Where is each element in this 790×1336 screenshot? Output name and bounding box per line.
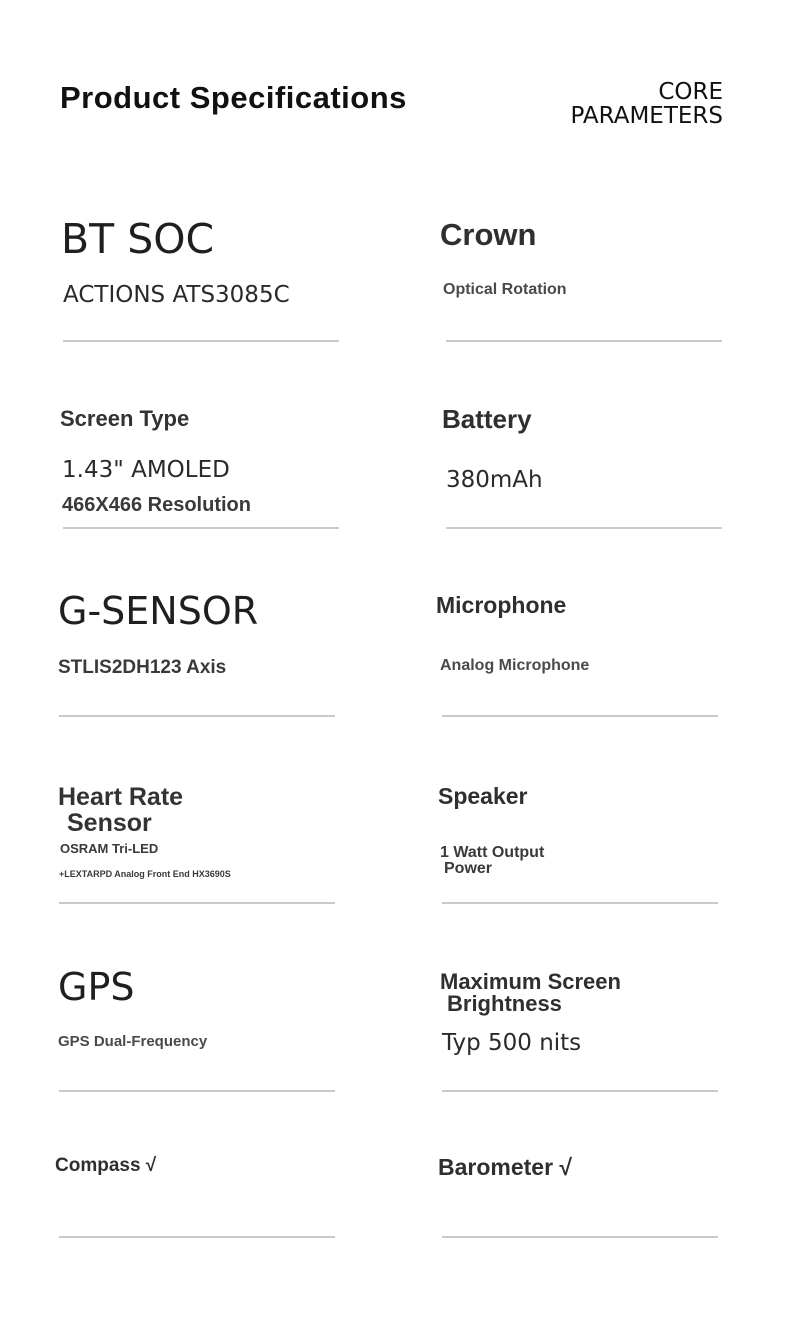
gps-label: GPS <box>58 965 135 1009</box>
heart-rate-label-line2: Sensor <box>67 809 152 837</box>
divider <box>59 1236 335 1238</box>
screen-type-value: 1.43" AMOLED <box>62 457 230 483</box>
battery-label: Battery <box>442 404 532 434</box>
page-title: Product Specifications <box>60 80 407 115</box>
heart-rate-detail: +LEXTARPD Analog Front End HX3690S <box>59 869 231 879</box>
heart-rate-label-line1: Heart Rate <box>58 783 184 811</box>
divider <box>63 340 339 342</box>
divider <box>442 1236 718 1238</box>
speaker-value-line2: Power <box>444 860 493 877</box>
microphone-value: Analog Microphone <box>440 657 590 674</box>
bt-soc-label: BT SOC <box>61 215 215 263</box>
brightness-label-line2: Brightness <box>447 991 562 1016</box>
speaker-value <box>440 845 544 877</box>
divider <box>59 902 335 904</box>
core-parameters-badge <box>560 80 723 128</box>
speaker-label: Speaker <box>438 783 528 809</box>
divider <box>59 715 335 717</box>
divider <box>59 1090 335 1092</box>
divider <box>442 1090 718 1092</box>
compass-label: Compass √ <box>55 1155 157 1176</box>
barometer-label: Barometer √ <box>438 1154 573 1180</box>
divider <box>442 715 718 717</box>
crown-label: Crown <box>440 217 537 252</box>
brightness-label-line1: Maximum Screen <box>440 969 621 994</box>
divider <box>442 902 718 904</box>
g-sensor-label: G-SENSOR <box>58 589 259 633</box>
core-parameters-line1: CORE <box>658 79 723 105</box>
divider <box>446 340 722 342</box>
divider <box>446 527 722 529</box>
heart-rate-value: OSRAM Tri-LED <box>60 841 159 856</box>
heart-rate-label <box>58 784 183 836</box>
g-sensor-value: STLIS2DH123 Axis <box>58 657 227 678</box>
core-parameters-line2: PARAMETERS <box>570 103 723 129</box>
brightness-value: Typ 500 nits <box>442 1030 582 1056</box>
battery-value: 380mAh <box>446 467 543 493</box>
speaker-value-line1: 1 Watt Output <box>440 844 545 861</box>
gps-value: GPS Dual-Frequency <box>58 1033 208 1050</box>
screen-type-label: Screen Type <box>60 406 190 431</box>
screen-resolution: 466X466 Resolution <box>62 494 251 516</box>
crown-value: Optical Rotation <box>443 281 567 298</box>
brightness-label <box>440 971 621 1015</box>
microphone-label: Microphone <box>436 592 567 618</box>
bt-soc-value: ACTIONS ATS3085C <box>63 282 290 308</box>
divider <box>63 527 339 529</box>
